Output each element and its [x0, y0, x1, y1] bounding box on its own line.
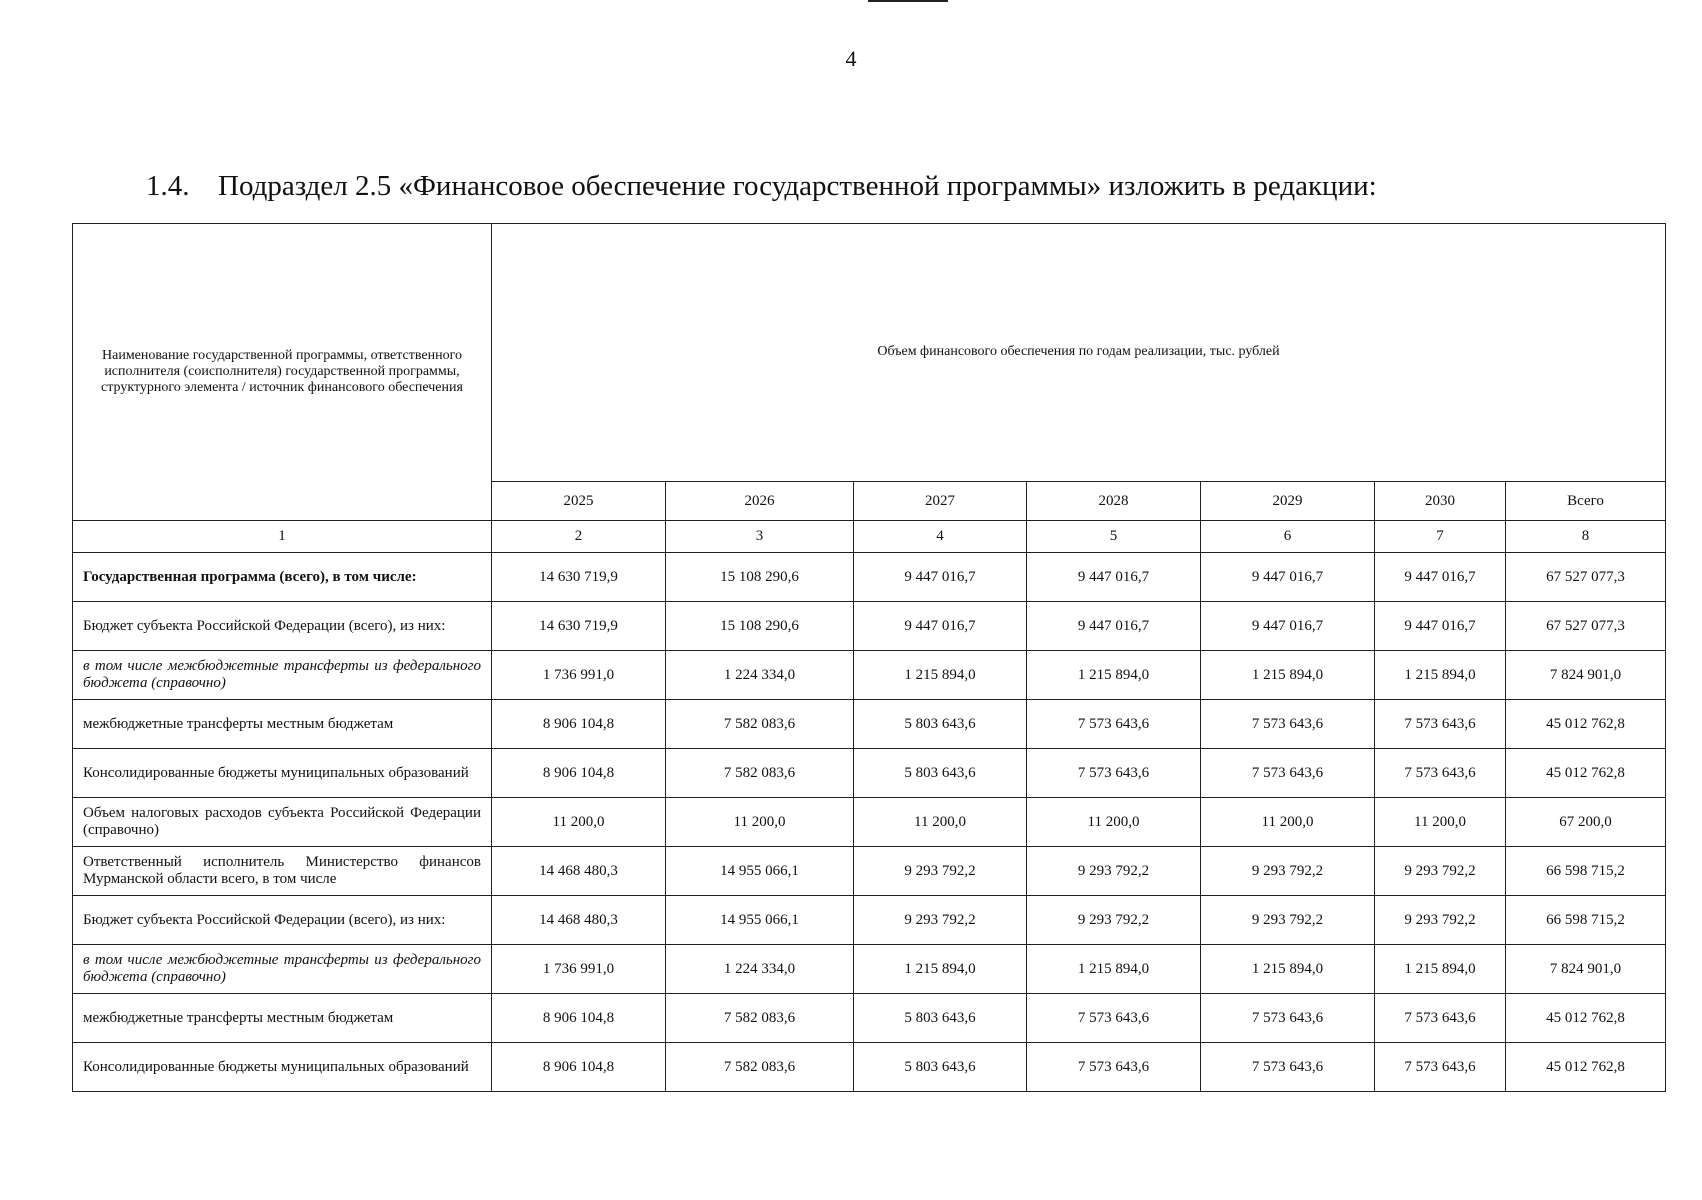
row-label: Государственная программа (всего), в том числе:	[73, 553, 492, 602]
value-cell: 9 447 016,7	[1027, 602, 1201, 651]
value-cell: 1 224 334,0	[666, 651, 854, 700]
value-cell: 14 630 719,9	[492, 553, 666, 602]
value-cell: 7 582 083,6	[666, 994, 854, 1043]
page-number: 4	[845, 46, 857, 71]
value-cell: 1 215 894,0	[1375, 651, 1506, 700]
value-cell: 45 012 762,8	[1506, 1043, 1666, 1092]
row-label: Консолидированные бюджеты муниципальных образований	[73, 749, 492, 798]
year-header-cell: 2028	[1027, 482, 1201, 521]
column-number-cell: 7	[1375, 521, 1506, 553]
value-cell: 7 573 643,6	[1375, 994, 1506, 1043]
year-header-cell: 2027	[854, 482, 1027, 521]
value-cell: 7 573 643,6	[1201, 994, 1375, 1043]
value-cell: 9 293 792,2	[1027, 847, 1201, 896]
value-cell: 14 468 480,3	[492, 896, 666, 945]
value-cell: 7 573 643,6	[1027, 1043, 1201, 1092]
year-header-cell: 2029	[1201, 482, 1375, 521]
section-heading-text: Подраздел 2.5 «Финансовое обеспечение государственной программы» изложить в редакции:	[218, 170, 1377, 202]
value-cell: 14 468 480,3	[492, 847, 666, 896]
table-row	[73, 1043, 1666, 1092]
year-header-cell: 2025	[492, 482, 666, 521]
value-cell: 1 736 991,0	[492, 651, 666, 700]
table-row	[73, 602, 1666, 651]
column-numbers-row	[73, 521, 1666, 553]
row-label: в том числе межбюджетные трансферты из федерального бюджета (справочно)	[73, 945, 492, 994]
value-cell: 9 293 792,2	[854, 896, 1027, 945]
value-cell: 7 573 643,6	[1201, 700, 1375, 749]
value-cell: 9 293 792,2	[1201, 896, 1375, 945]
value-cell: 9 447 016,7	[854, 553, 1027, 602]
column-number-cell: 5	[1027, 521, 1201, 553]
value-cell: 9 447 016,7	[854, 602, 1027, 651]
value-cell: 1 215 894,0	[1375, 945, 1506, 994]
value-cell: 8 906 104,8	[492, 749, 666, 798]
value-cell: 1 215 894,0	[1027, 651, 1201, 700]
table-row	[73, 945, 1666, 994]
value-cell: 15 108 290,6	[666, 602, 854, 651]
header-name-cell: Наименование государственной программы, ответственного исполнителя (соисполнителя) государственной программы, структурного элемента / источник финансового обеспечения	[73, 224, 492, 521]
value-cell: 11 200,0	[1201, 798, 1375, 847]
value-cell: 1 215 894,0	[1201, 651, 1375, 700]
table-row	[73, 553, 1666, 602]
value-cell: 1 215 894,0	[1027, 945, 1201, 994]
value-cell: 1 215 894,0	[854, 945, 1027, 994]
value-cell: 45 012 762,8	[1506, 700, 1666, 749]
value-cell: 7 582 083,6	[666, 1043, 854, 1092]
value-cell: 7 573 643,6	[1201, 749, 1375, 798]
value-cell: 1 215 894,0	[854, 651, 1027, 700]
value-cell: 11 200,0	[1375, 798, 1506, 847]
value-cell: 67 527 077,3	[1506, 602, 1666, 651]
table-header-row	[73, 224, 1666, 482]
value-cell: 9 293 792,2	[1027, 896, 1201, 945]
value-cell: 5 803 643,6	[854, 994, 1027, 1043]
year-header-cell: 2026	[666, 482, 854, 521]
value-cell: 11 200,0	[854, 798, 1027, 847]
row-label: Объем налоговых расходов субъекта Российской Федерации (справочно)	[73, 798, 492, 847]
table-row	[73, 847, 1666, 896]
value-cell: 9 447 016,7	[1027, 553, 1201, 602]
table-body	[73, 553, 1666, 1092]
year-header-cell: 2030	[1375, 482, 1506, 521]
value-cell: 7 573 643,6	[1027, 994, 1201, 1043]
value-cell: 5 803 643,6	[854, 700, 1027, 749]
column-number-cell: 3	[666, 521, 854, 553]
row-label: Консолидированные бюджеты муниципальных образований	[73, 1043, 492, 1092]
column-number-cell: 6	[1201, 521, 1375, 553]
value-cell: 15 108 290,6	[666, 553, 854, 602]
value-cell: 66 598 715,2	[1506, 896, 1666, 945]
value-cell: 14 630 719,9	[492, 602, 666, 651]
year-header-cell: Всего	[1506, 482, 1666, 521]
value-cell: 9 447 016,7	[1201, 602, 1375, 651]
financing-table	[72, 223, 1666, 1092]
table-row	[73, 651, 1666, 700]
column-number-cell: 1	[73, 521, 492, 553]
top-edge-mark	[868, 0, 948, 2]
value-cell: 45 012 762,8	[1506, 994, 1666, 1043]
column-number-cell: 2	[492, 521, 666, 553]
table-row	[73, 896, 1666, 945]
value-cell: 9 447 016,7	[1201, 553, 1375, 602]
value-cell: 9 293 792,2	[854, 847, 1027, 896]
value-cell: 11 200,0	[492, 798, 666, 847]
value-cell: 66 598 715,2	[1506, 847, 1666, 896]
value-cell: 8 906 104,8	[492, 1043, 666, 1092]
value-cell: 7 824 901,0	[1506, 651, 1666, 700]
value-cell: 8 906 104,8	[492, 994, 666, 1043]
value-cell: 5 803 643,6	[854, 749, 1027, 798]
row-label: в том числе межбюджетные трансферты из федерального бюджета (справочно)	[73, 651, 492, 700]
value-cell: 7 573 643,6	[1201, 1043, 1375, 1092]
section-heading	[146, 170, 1377, 203]
value-cell: 9 447 016,7	[1375, 602, 1506, 651]
row-label: межбюджетные трансферты местным бюджетам	[73, 700, 492, 749]
value-cell: 9 293 792,2	[1201, 847, 1375, 896]
value-cell: 1 215 894,0	[1201, 945, 1375, 994]
row-label: Бюджет субъекта Российской Федерации (всего), из них:	[73, 602, 492, 651]
table-row	[73, 798, 1666, 847]
value-cell: 7 582 083,6	[666, 700, 854, 749]
row-label: Ответственный исполнитель Министерство финансов Мурманской области всего, в том числе	[73, 847, 492, 896]
value-cell: 7 573 643,6	[1027, 749, 1201, 798]
value-cell: 67 527 077,3	[1506, 553, 1666, 602]
header-volume-cell: Объем финансового обеспечения по годам реализации, тыс. рублей	[492, 224, 1666, 482]
value-cell: 45 012 762,8	[1506, 749, 1666, 798]
section-number: 1.4.	[146, 170, 190, 202]
value-cell: 8 906 104,8	[492, 700, 666, 749]
value-cell: 11 200,0	[666, 798, 854, 847]
value-cell: 7 573 643,6	[1375, 1043, 1506, 1092]
value-cell: 9 293 792,2	[1375, 896, 1506, 945]
value-cell: 7 573 643,6	[1375, 749, 1506, 798]
table-row	[73, 749, 1666, 798]
value-cell: 11 200,0	[1027, 798, 1201, 847]
value-cell: 7 582 083,6	[666, 749, 854, 798]
row-label: межбюджетные трансферты местным бюджетам	[73, 994, 492, 1043]
table-row	[73, 994, 1666, 1043]
value-cell: 9 293 792,2	[1375, 847, 1506, 896]
table-row	[73, 700, 1666, 749]
row-label: Бюджет субъекта Российской Федерации (всего), из них:	[73, 896, 492, 945]
value-cell: 14 955 066,1	[666, 847, 854, 896]
value-cell: 7 573 643,6	[1027, 700, 1201, 749]
value-cell: 14 955 066,1	[666, 896, 854, 945]
column-number-cell: 8	[1506, 521, 1666, 553]
value-cell: 1 736 991,0	[492, 945, 666, 994]
value-cell: 9 447 016,7	[1375, 553, 1506, 602]
column-number-cell: 4	[854, 521, 1027, 553]
value-cell: 67 200,0	[1506, 798, 1666, 847]
value-cell: 7 824 901,0	[1506, 945, 1666, 994]
value-cell: 5 803 643,6	[854, 1043, 1027, 1092]
value-cell: 1 224 334,0	[666, 945, 854, 994]
value-cell: 7 573 643,6	[1375, 700, 1506, 749]
